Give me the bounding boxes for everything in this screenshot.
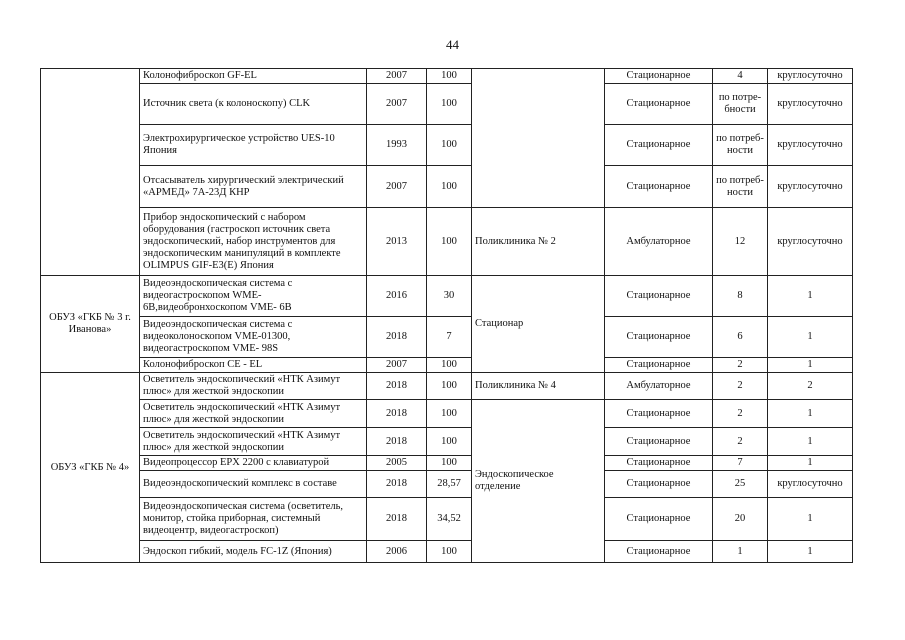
equipment-cell: Колонофиброскоп CE - EL: [140, 358, 367, 373]
hours-cell: 6: [713, 317, 768, 358]
table-row: [41, 498, 853, 541]
hours-cell: 4: [713, 69, 768, 84]
equipment-cell: Колонофиброскоп GF-EL: [140, 69, 367, 84]
equipment-cell: Видеоэндоскопическая система с видеогастроскопом WME-6B,видеобронхоскопом VME- 6B: [140, 276, 367, 317]
wear-cell: 100: [427, 208, 472, 276]
mode-cell: Стационарное: [605, 276, 713, 317]
year-cell: 2018: [367, 498, 427, 541]
mode-cell: Стационарное: [605, 471, 713, 498]
mode-cell: Амбулаторное: [605, 208, 713, 276]
shift-cell: 1: [768, 276, 853, 317]
year-cell: 2018: [367, 317, 427, 358]
table-row: [41, 400, 853, 428]
equipment-cell: Видеоэндоскопическая система с видеоколоноскопом VME-01300, видеогастроскопом VME- 98S: [140, 317, 367, 358]
table-row: [41, 125, 853, 166]
shift-cell: круглосуточно: [768, 166, 853, 208]
shift-cell: круглосуточно: [768, 69, 853, 84]
year-cell: 2013: [367, 208, 427, 276]
hours-cell: по потре-бности: [713, 84, 768, 125]
shift-cell: 1: [768, 358, 853, 373]
mode-cell: Стационарное: [605, 317, 713, 358]
mode-cell: Стационарное: [605, 541, 713, 563]
year-cell: 2007: [367, 84, 427, 125]
table-row: [41, 166, 853, 208]
shift-cell: 1: [768, 456, 853, 471]
hours-cell: 8: [713, 276, 768, 317]
equipment-cell: Осветитель эндоскопический «НТК Азимут плюс» для жесткой эндоскопии: [140, 400, 367, 428]
hours-cell: 2: [713, 358, 768, 373]
hours-cell: 2: [713, 373, 768, 400]
page-number: 44: [446, 37, 459, 52]
year-cell: 2007: [367, 166, 427, 208]
equipment-cell: Отсасыватель хирургический электрический «АРМЕД» 7А-23Д КНР: [140, 166, 367, 208]
wear-cell: 100: [427, 69, 472, 84]
year-cell: 2007: [367, 358, 427, 373]
mode-cell: Стационарное: [605, 400, 713, 428]
shift-cell: 1: [768, 400, 853, 428]
wear-cell: 100: [427, 541, 472, 563]
table-row: [41, 541, 853, 563]
year-cell: 2005: [367, 456, 427, 471]
wear-cell: 100: [427, 358, 472, 373]
hours-cell: 7: [713, 456, 768, 471]
wear-cell: 34,52: [427, 498, 472, 541]
wear-cell: 100: [427, 373, 472, 400]
equipment-cell: Видеопроцессор EPX 2200 с клавиатурой: [140, 456, 367, 471]
mode-cell: Амбулаторное: [605, 373, 713, 400]
org-cell: ОБУЗ «ГКБ № 3 г. Иванова»: [41, 276, 140, 373]
table-row: [41, 317, 853, 358]
shift-cell: 1: [768, 428, 853, 456]
shift-cell: 1: [768, 317, 853, 358]
wear-cell: 100: [427, 428, 472, 456]
place-cell: Поликлиника № 4: [472, 373, 605, 400]
equipment-cell: Прибор эндоскопический с набором оборудования (гастроскоп источник света эндоскопический, набор инструментов для эндоскопическим манипуляций в комплекте OLIMPUS GIF-E3(E) Япония: [140, 208, 367, 276]
equipment-cell: Видеоэндоскопический комплекс в составе: [140, 471, 367, 498]
year-cell: 1993: [367, 125, 427, 166]
mode-cell: Стационарное: [605, 84, 713, 125]
shift-cell: 1: [768, 541, 853, 563]
wear-cell: 100: [427, 84, 472, 125]
org-cell: [41, 69, 140, 276]
table-row: [41, 84, 853, 125]
mode-cell: Стационарное: [605, 428, 713, 456]
place-cell: Эндоскопическое отделение: [472, 400, 605, 563]
hours-cell: по потреб-ности: [713, 125, 768, 166]
equipment-cell: Видеоэндоскопическая система (осветитель, монитор, стойка приборная, системный видеоцентр, видеогастроскоп): [140, 498, 367, 541]
year-cell: 2018: [367, 428, 427, 456]
table-row: [41, 208, 853, 276]
wear-cell: 28,57: [427, 471, 472, 498]
place-cell: Поликлиника № 2: [472, 208, 605, 276]
mode-cell: Стационарное: [605, 456, 713, 471]
equipment-table: [40, 68, 853, 563]
wear-cell: 100: [427, 125, 472, 166]
wear-cell: 100: [427, 400, 472, 428]
year-cell: 2006: [367, 541, 427, 563]
mode-cell: Стационарное: [605, 498, 713, 541]
table-row: [41, 471, 853, 498]
hours-cell: 12: [713, 208, 768, 276]
shift-cell: круглосуточно: [768, 125, 853, 166]
place-cell: [472, 69, 605, 208]
hours-cell: 25: [713, 471, 768, 498]
hours-cell: 1: [713, 541, 768, 563]
year-cell: 2007: [367, 69, 427, 84]
wear-cell: 100: [427, 166, 472, 208]
wear-cell: 100: [427, 456, 472, 471]
table-row: [41, 69, 853, 84]
equipment-cell: Источник света (к колоноскопу) CLK: [140, 84, 367, 125]
equipment-cell: Эндоскоп гибкий, модель FC-1Z (Япония): [140, 541, 367, 563]
year-cell: 2018: [367, 373, 427, 400]
equipment-cell: Осветитель эндоскопический «НТК Азимут плюс» для жесткой эндоскопии: [140, 428, 367, 456]
wear-cell: 7: [427, 317, 472, 358]
equipment-cell: Электрохирургическое устройство UES-10 Япония: [140, 125, 367, 166]
year-cell: 2016: [367, 276, 427, 317]
equipment-cell: Осветитель эндоскопический «НТК Азимут плюс» для жесткой эндоскопии: [140, 373, 367, 400]
table-row: [41, 358, 853, 373]
shift-cell: круглосуточно: [768, 208, 853, 276]
table-row: [41, 456, 853, 471]
mode-cell: Стационарное: [605, 125, 713, 166]
table-row: [41, 428, 853, 456]
hours-cell: 2: [713, 428, 768, 456]
shift-cell: круглосуточно: [768, 471, 853, 498]
place-cell: Стационар: [472, 276, 605, 373]
table-row: [41, 276, 853, 317]
org-cell: ОБУЗ «ГКБ № 4»: [41, 373, 140, 563]
table-row: [41, 373, 853, 400]
mode-cell: Стационарное: [605, 358, 713, 373]
shift-cell: 1: [768, 498, 853, 541]
hours-cell: 20: [713, 498, 768, 541]
mode-cell: Стационарное: [605, 166, 713, 208]
year-cell: 2018: [367, 471, 427, 498]
shift-cell: круглосуточно: [768, 84, 853, 125]
year-cell: 2018: [367, 400, 427, 428]
shift-cell: 2: [768, 373, 853, 400]
hours-cell: 2: [713, 400, 768, 428]
wear-cell: 30: [427, 276, 472, 317]
hours-cell: по потреб-ности: [713, 166, 768, 208]
mode-cell: Стационарное: [605, 69, 713, 84]
